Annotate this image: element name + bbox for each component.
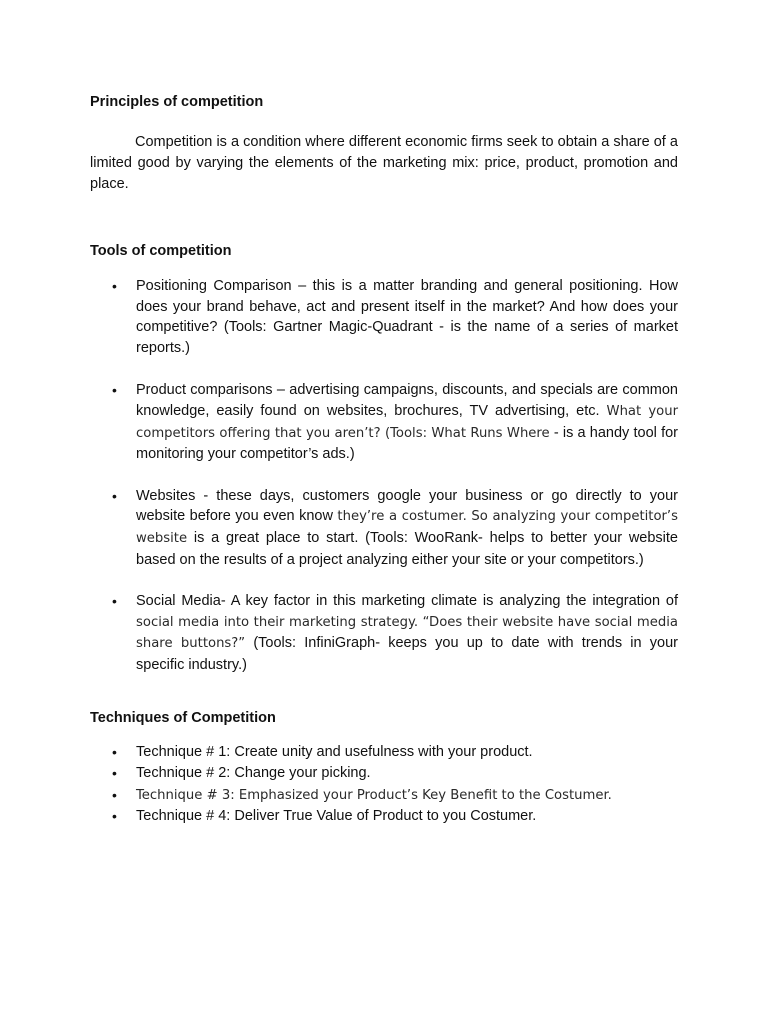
principles-paragraph: Competition is a condition where different economic firms seek to obtain a share of a limited good by varying the elements of the marketing mix: price, product, promotion and place. [90,134,678,192]
tools-heading: Tools of competition [90,243,232,259]
tools-item-positioning [90,276,678,359]
tools-item-product [90,380,678,464]
technique-item [90,806,678,828]
technique-text: Technique # 2: Change your picking. [136,765,371,781]
technique-item [90,763,678,785]
bullet-icon: • [112,743,117,760]
bullet-icon: • [112,278,117,294]
tools-item-text-light: they’re a costumer. So analyzing your competitor’s website [136,509,678,546]
bullet-icon: • [112,808,117,824]
document-page [90,92,678,828]
techniques-list [90,742,678,828]
bullet-icon: • [112,765,117,781]
technique-item [90,742,678,764]
technique-text: Technique # 1: Create unity and usefulness with your product. [136,743,533,760]
tools-item-text-light: What your competitors offering that you aren’t? (Tools: What Runs Where [136,403,678,441]
principles-heading: Principles of competition [90,94,264,110]
bullet-icon: • [112,487,117,504]
tools-item-text-end: - is a handy tool for monitoring your competitor’s ads.) [136,424,678,463]
tools-list [90,276,678,676]
technique-text: Technique # 3: Emphasized your Product’s Key Benefit to the Costumer. [136,787,612,803]
tools-item-text-light: social media into their marketing strategy. “Does their website have social media share buttons?” [136,614,678,652]
tools-item-text: Product comparisons – advertising campaigns, discounts, and specials are common knowledge, easily found on websites, brochures, TV advertising, etc. [136,382,678,419]
bullet-icon: • [112,593,117,610]
tools-item-text-end: is a great place to start. (Tools: WooRank- helps to better your website based on the results of a project analyzing either your site or your competitors.) [136,529,678,568]
tools-item-text: Social Media- A key factor in this marketing climate is analyzing the integration of [136,593,678,610]
technique-item [90,785,678,807]
tools-item-text: Websites - these days, customers google your business or go directly to your website before you even know [136,487,678,525]
tools-item-social-media [90,591,678,675]
technique-text: Technique # 4: Deliver True Value of Product to you Costumer. [136,808,537,824]
tools-item-text-end: (Tools: InfiniGraph- keeps you up to date with trends in your specific industry.) [136,635,679,673]
tools-item-websites [90,486,678,570]
techniques-heading: Techniques of Competition [90,709,276,726]
tools-item-text: Positioning Comparison – this is a matter branding and general positioning. How does your brand behave, act and present itself in the market? And how does your competitive? (Tools: Gartner Magic-Quadrant - is the name of a series of market reports.) [136,278,678,356]
bullet-icon: • [112,382,117,399]
bullet-icon: • [112,786,117,803]
